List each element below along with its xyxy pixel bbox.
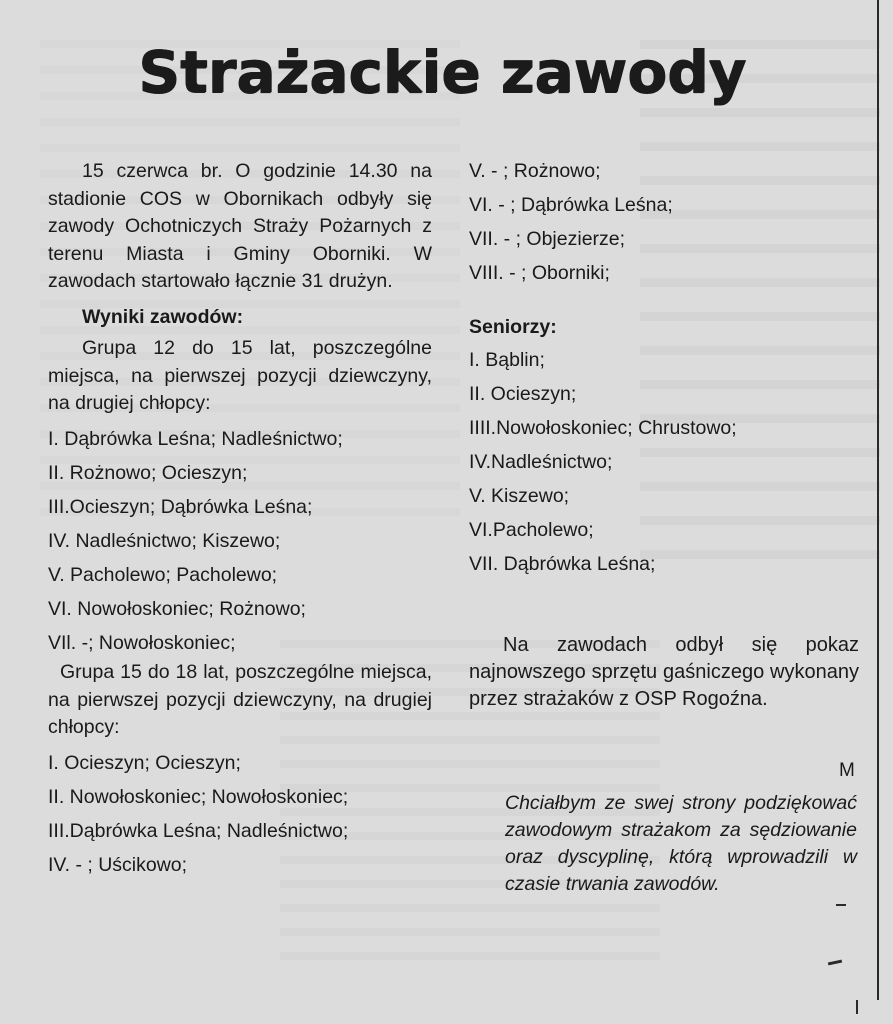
- result-row: I. Dąbrówka Leśna; Nadleśnictwo;: [48, 427, 343, 450]
- author-signature: M: [839, 760, 855, 781]
- result-row: I. Ocieszyn; Ocieszyn;: [48, 751, 241, 774]
- result-row: VI. - ; Dąbrówka Leśna;: [469, 194, 673, 216]
- result-row: II. Ocieszyn;: [469, 383, 577, 405]
- result-row: V. Pacholewo; Pacholewo;: [48, 563, 278, 586]
- thanks-paragraph: Chciałbym ze swej strony podziękować zawodowym strażakom za sędziowanie oraz dyscyplinę, którą wprowadzili w czasie trwania zawodów.: [505, 792, 857, 895]
- group2-results-left: [48, 750, 432, 880]
- result-row: III.Dąbrówka Leśna; Nadleśnictwo;: [48, 819, 349, 842]
- article-title: Strażackie zawody: [138, 38, 747, 106]
- left-column: [48, 158, 432, 886]
- results-heading: Wyniki zawodów:: [82, 305, 244, 328]
- result-row: VI.Pacholewo;: [469, 519, 594, 541]
- stray-mark: [836, 904, 846, 906]
- seniors-results: [469, 347, 864, 579]
- result-row: II. Rożnowo; Ocieszyn;: [48, 461, 248, 484]
- group2-results-right: [469, 158, 864, 288]
- result-row: IIII.Nowołoskoniec; Chrustowo;: [469, 417, 737, 439]
- intro-paragraph: 15 czerwca br. O godzinie 14.30 na stadionie COS w Obornikach odbyły się zawody Ochotniczych Straży Pożarnych z terenu Miasta i Gminy Oborniki. W zawodach startowało łącznie 31 drużyn.: [48, 160, 432, 292]
- result-row: II. Nowołoskoniec; Nowołoskoniec;: [48, 785, 349, 808]
- result-row: VIII. - ; Oborniki;: [469, 262, 610, 284]
- result-row: VII. - ; Objezierze;: [469, 228, 626, 250]
- result-row: V. Kiszewo;: [469, 485, 570, 507]
- column-rule: [877, 0, 879, 1000]
- result-row: I. Bąblin;: [469, 349, 545, 371]
- result-row: III.Ocieszyn; Dąbrówka Leśna;: [48, 495, 313, 518]
- stray-mark: [828, 960, 842, 966]
- seniors-heading: Seniorzy:: [469, 315, 557, 338]
- group2-intro: Grupa 15 do 18 lat, poszczególne miejsca, na pierwszej pozycji dziewczyny, na drugiej chłopcy:: [48, 661, 432, 738]
- result-row: IV. - ; Uścikowo;: [48, 853, 188, 876]
- demo-note: Na zawodach odbył się pokaz najnowszego sprzętu gaśniczego wykonany przez strażaków z OSP Rogoźna.: [469, 634, 859, 710]
- group1-intro: Grupa 12 do 15 lat, poszczególne miejsca, na pierwszej pozycji dziewczyny, na drugiej chłopcy:: [48, 337, 432, 414]
- result-row: VIl. -; Nowołoskoniec;: [48, 631, 236, 654]
- result-row: VI. Nowołoskoniec; Rożnowo;: [48, 597, 306, 620]
- stray-mark: [856, 1000, 858, 1014]
- result-row: VII. Dąbrówka Leśna;: [469, 553, 656, 575]
- right-column: [469, 158, 864, 585]
- group1-results: [48, 426, 432, 658]
- result-row: V. - ; Rożnowo;: [469, 160, 601, 182]
- result-row: IV.Nadleśnictwo;: [469, 451, 613, 473]
- result-row: IV. Nadleśnictwo; Kiszewo;: [48, 529, 281, 552]
